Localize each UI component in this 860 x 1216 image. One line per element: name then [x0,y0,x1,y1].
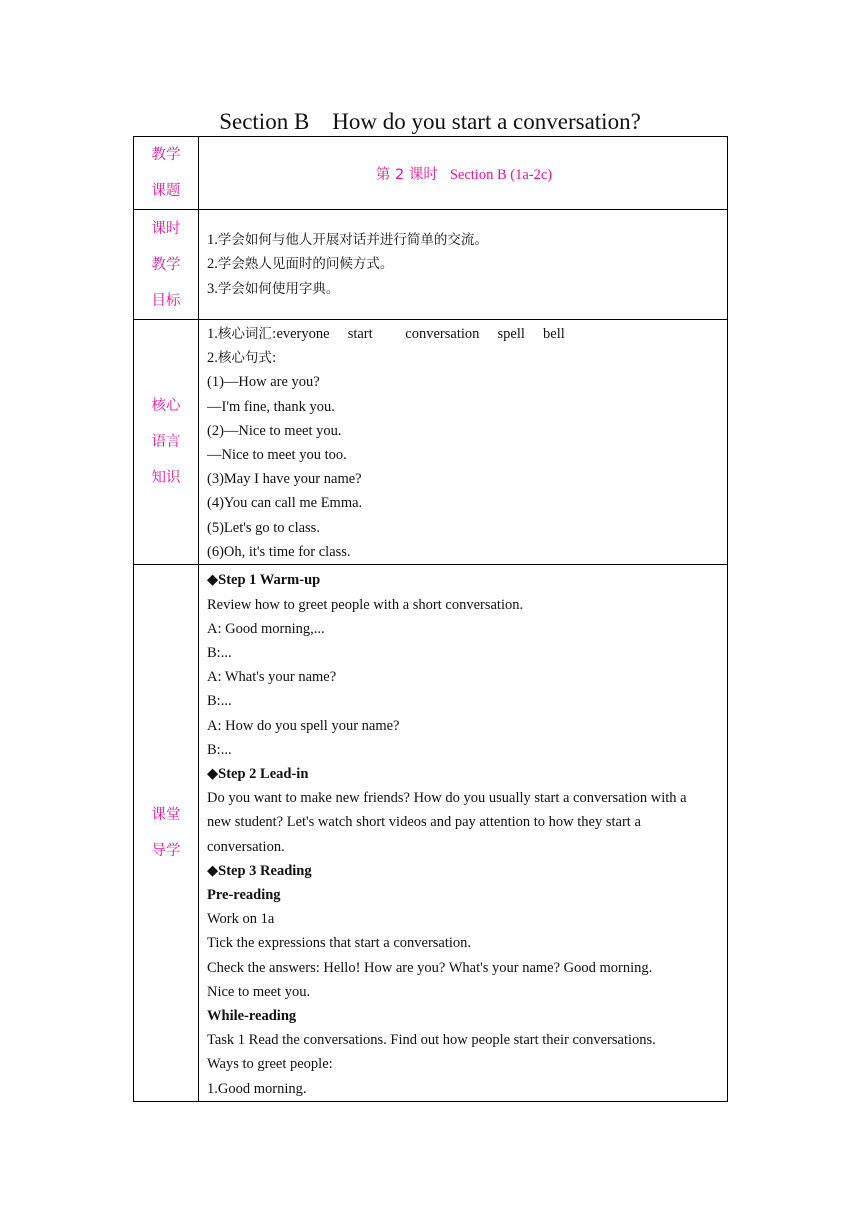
table-row [134,210,728,320]
label-line: 导学 [151,843,181,860]
table-row [134,320,728,565]
guide-line: Check the answers: Hello! How are you? What's your name? Good morning. [207,959,653,976]
sentence-line: (5)Let's go to class. [207,519,320,536]
objective-item: 3.学会如何使用字典。 [207,280,340,297]
section-heading: ◆Step 3 Reading [207,862,312,879]
row-label [134,320,199,565]
guide-line: Task 1 Read the conversations. Find out how people start their conversations. [207,1032,656,1049]
label-line: 语言 [151,434,181,451]
page-title: Section B How do you start a conversation? [219,109,641,134]
guide-line: Nice to meet you. [207,983,311,1000]
objective-item: 1.学会如何与他人开展对话并进行简单的交流。 [207,232,488,249]
sentence-line: (6)Oh, it's time for class. [207,543,351,560]
label-line: 知识 [151,470,181,487]
label-line: 教学 [151,147,181,163]
guide-line: Ways to greet people: [207,1056,333,1073]
guide-line: B:... [207,644,232,661]
sentence-line: (1)—How are you? [207,374,320,391]
guide-line: Tick the expressions that start a conversation. [207,935,472,952]
table-row [134,565,728,1102]
guide-line: B:... [207,741,232,758]
sentence-line: (2)—Nice to meet you. [207,422,342,439]
row-label [134,137,199,210]
lesson-cn: 第 2 课时 [375,166,438,183]
core-knowledge-cell [199,320,728,565]
guide-line: Work on 1a [207,911,275,928]
guide-line: 1.Good morning. [207,1080,307,1097]
table-row [134,137,728,210]
row-label [134,565,199,1102]
label-line: 课题 [151,183,181,199]
lesson-plan-table [133,136,728,1102]
guide-lines [207,568,721,1100]
sentence-line: —Nice to meet you too. [207,447,347,464]
lesson-title [199,137,728,210]
label-line: 教学 [151,256,181,273]
objective-item: 2.学会熟人见面时的问候方式。 [207,256,394,273]
sentence-line: —I'm fine, thank you. [207,398,335,415]
label-line: 目标 [151,292,181,309]
sentence-list [207,370,721,564]
guide-line: new student? Let's watch short videos and pay attention to how they start a [207,814,641,831]
lesson-en: Section B (1a-2c) [449,166,553,183]
guide-line: Do you want to make new friends? How do you usually start a conversation with a [207,790,687,807]
sentence-line: (4)You can call me Emma. [207,495,363,512]
guide-line: Review how to greet people with a short conversation. [207,596,524,613]
classroom-guide-cell [199,565,728,1102]
label-line: 课堂 [151,807,181,824]
section-heading: Pre-reading [207,886,281,903]
guide-line: A: How do you spell your name? [207,717,400,734]
section-heading: ◆Step 1 Warm-up [207,572,321,589]
label-line: 核心 [151,398,181,415]
sentence-line: (3)May I have your name? [207,471,362,488]
section-heading: While-reading [207,1007,297,1024]
guide-line: A: Good morning,... [207,620,325,637]
section-heading: ◆Step 2 Lead-in [207,765,309,782]
objectives-cell [199,210,728,320]
guide-line: A: What's your name? [207,669,337,686]
sentences-heading: 2.核心句式: [207,350,277,367]
row-label [134,210,199,320]
guide-line: B:... [207,693,232,710]
guide-line: conversation. [207,838,285,855]
label-line: 课时 [151,220,181,237]
vocab-line: 1.核心词汇:everyone start conversation spell bell [207,326,565,342]
